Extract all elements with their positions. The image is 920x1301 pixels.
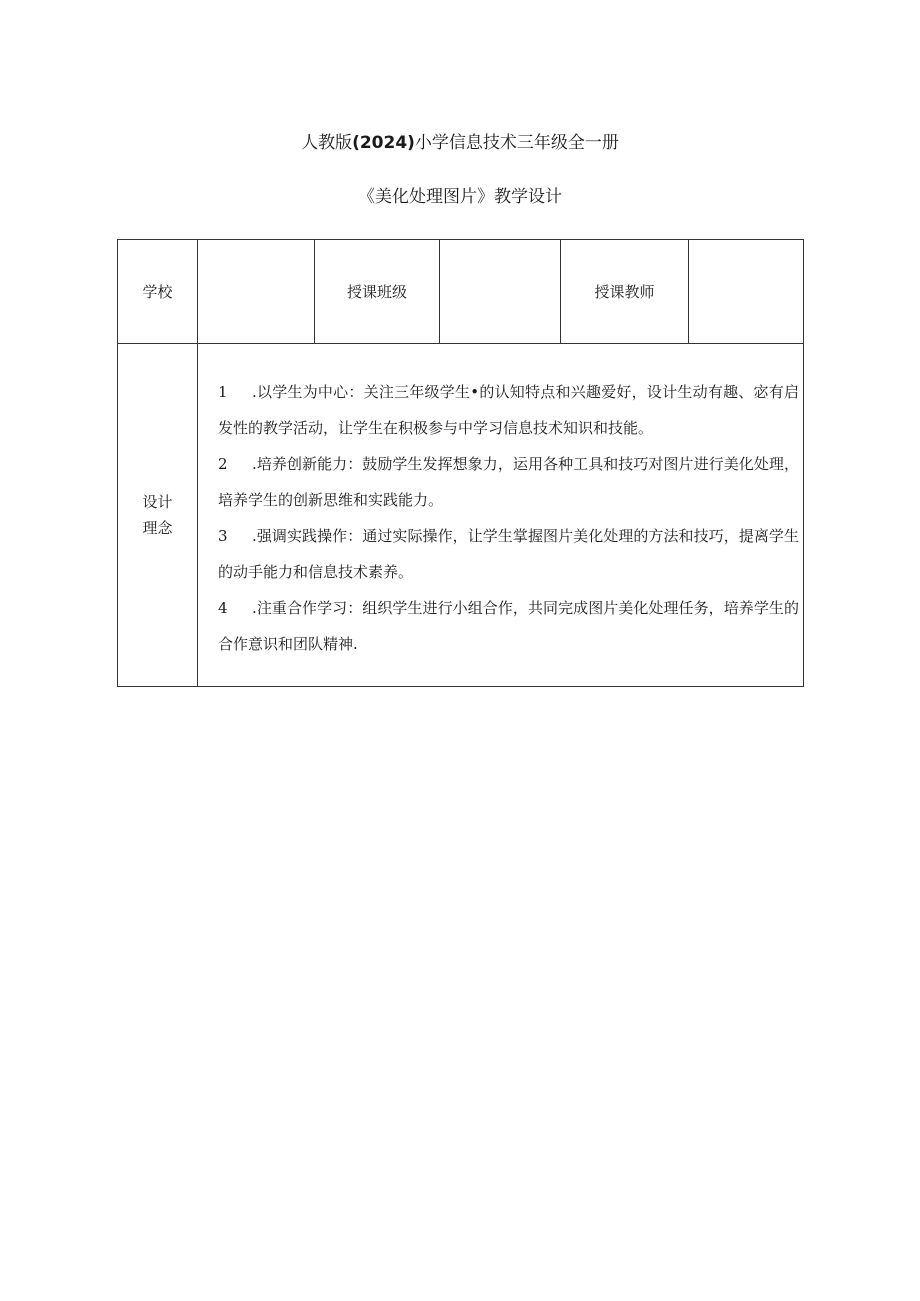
- concept-label: [118, 344, 198, 687]
- item-text: .培养创新能力：鼓励学生发挥想象力，运用各种工具和技巧对图片进行美化处理，培养学生的创新思维和实践能力。: [218, 455, 799, 509]
- class-value: [440, 240, 561, 344]
- document-subtitle: 《美化处理图片》教学设计: [358, 187, 562, 207]
- item-text: .强调实践操作：通过实际操作，让学生掌握图片美化处理的方法和技巧，提离学生的动手能力和信息技术素养。: [218, 527, 799, 581]
- document-title: [0, 128, 920, 153]
- item-number: 1: [218, 383, 228, 401]
- item-text: .以学生为中心：关注三年级学生•的认知特点和兴趣爱好，设计生动有趣、宓有启发性的教学活动，让学生在积极参与中学习信息技术知识和技能。: [218, 383, 799, 437]
- teacher-label: 授课教师: [561, 240, 689, 344]
- header-row: [118, 240, 804, 344]
- school-value: [198, 240, 315, 344]
- class-label: 授课班级: [315, 240, 440, 344]
- concept-item-1: [218, 374, 799, 446]
- item-number: 3: [218, 527, 228, 545]
- title-prefix: 人教版: [301, 133, 353, 153]
- lesson-info-table: [117, 239, 804, 687]
- concept-item-4: [218, 590, 799, 662]
- item-number: 2: [218, 455, 228, 473]
- concept-content: [198, 344, 804, 687]
- title-suffix: 小学信息技术三年级全一册: [414, 133, 619, 153]
- concept-item-3: [218, 518, 799, 590]
- concept-item-2: [218, 446, 799, 518]
- concept-label-line2: 理念: [142, 519, 173, 537]
- item-number: 4: [218, 599, 228, 617]
- school-label: 学校: [118, 240, 198, 344]
- title-year: (2024): [352, 133, 415, 153]
- concept-label-line1: 设计: [142, 493, 173, 511]
- concept-row: [118, 344, 804, 687]
- item-text: .注重合作学习：组织学生进行小组合作，共同完成图片美化处理任务，培养学生的合作意识和团队精神.: [218, 599, 799, 653]
- teacher-value: [689, 240, 804, 344]
